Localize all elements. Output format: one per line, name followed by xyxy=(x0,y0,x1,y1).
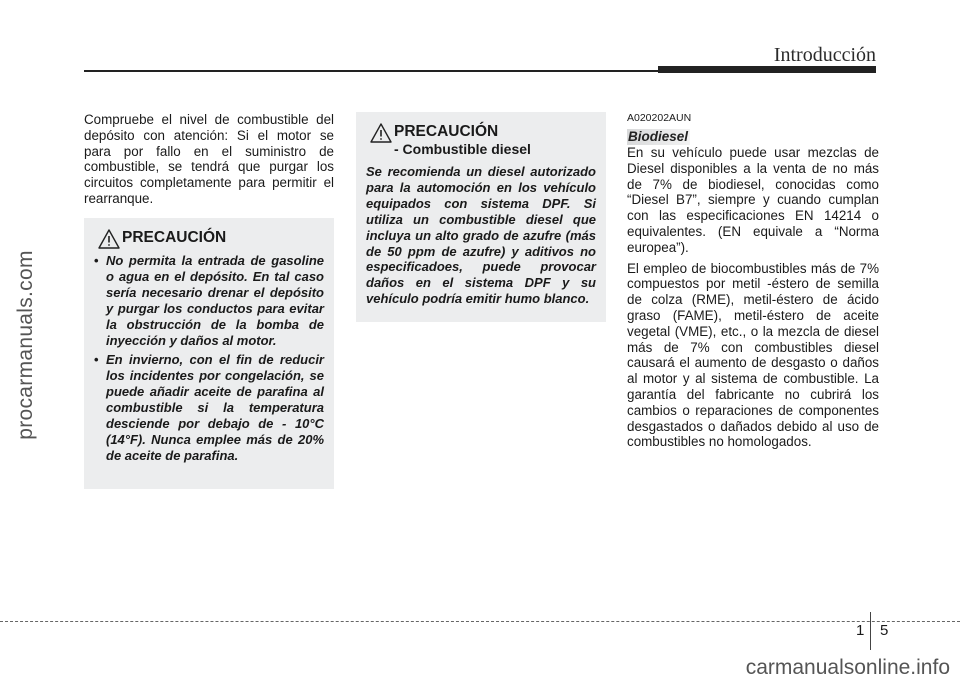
page-number-separator xyxy=(870,612,871,650)
chapter-number: 1 xyxy=(856,622,865,639)
caution-item xyxy=(94,253,324,348)
column-right xyxy=(627,112,879,450)
intro-paragraph: Compruebe el nivel de combustible del depósito con atención: Si el motor se para por fallo en el suministro de combustible, se tendrá que purgar los circuitos completamente para permitir el rearranque. xyxy=(84,112,334,206)
caution-title: PRECAUCIÓN xyxy=(122,229,227,246)
page-number: 5 xyxy=(880,622,889,639)
bullet: • xyxy=(94,352,99,368)
section-code: A020202AUN xyxy=(627,112,692,124)
caution-body: Se recomienda un diesel autorizado para la automoción en los vehículo equipados con sistema DPF. Si utiliza un combustible diesel que incluya un alto grado de azufre (más de 50 ppm de azufre) y aditivos no especificadoes, puede provocar daños en el sistema DPF y su vehículo podría emitir humo blanco. xyxy=(366,164,596,307)
footer-divider xyxy=(0,621,960,622)
side-watermark xyxy=(6,0,46,689)
section-title: Introducción xyxy=(773,44,876,66)
warning-triangle-icon xyxy=(370,123,392,143)
biodiesel-heading: Biodiesel xyxy=(628,129,689,144)
caution-item-text: No permita la entrada de gasoline o agua en el depósito. En tal caso sería necesario drenar el depósito y purgar los conductos para evitar la obstrucción de la bomba de inyección y daños al motor. xyxy=(106,253,324,348)
header-accent-bar xyxy=(658,66,876,73)
caution-title: PRECAUCIÓN xyxy=(394,123,499,140)
caution-list xyxy=(94,253,324,464)
caution-subtitle: - Combustible diesel xyxy=(394,141,531,157)
caution-box-diesel xyxy=(356,112,606,322)
biodiesel-paragraph: El empleo de biocombustibles más de 7% compuestos por metil -éstero de semilla de colza (RME), metil-éstero de ácido graso (FAME), metil-éstero de aceite vegetal (VME), etc., o la mezcla de diesel más de 7% con combustibles diesel causará el aumento de desgasto o daños al motor y al sistema de combustible. La garantía del fabricante no cubrirá los cambios o reparaciones de componentes desgastados o dañados debido al uso de combustibles no homologados. xyxy=(627,260,879,450)
caution-header xyxy=(366,122,596,158)
caution-box-fuel xyxy=(84,218,334,489)
caution-item-text: En invierno, con el fin de reducir los incidentes por congelación, se puede añadir aceite de parafina al combustible si la temperatura desciende por debajo de - 10°C (14°F). Nunca emplee más de 20% de aceite de parafina. xyxy=(106,352,324,463)
caution-item xyxy=(94,352,324,463)
caution-header xyxy=(94,228,324,247)
biodiesel-paragraph: En su vehículo puede usar mezclas de Diesel disponibles a la venta de no más de 7% de biodiesel, conocidas como “Diesel B7”, siempre y cuando cumplan con las especificaciones EN 14214 o equivalentes. (EN equivale a “Norma europea”). xyxy=(627,145,879,255)
side-watermark-text: procarmanuals.com xyxy=(14,249,38,440)
warning-triangle-icon xyxy=(98,229,120,249)
bottom-watermark: carmanualsonline.info xyxy=(745,656,950,679)
bullet: • xyxy=(94,253,99,268)
column-left xyxy=(84,112,334,207)
